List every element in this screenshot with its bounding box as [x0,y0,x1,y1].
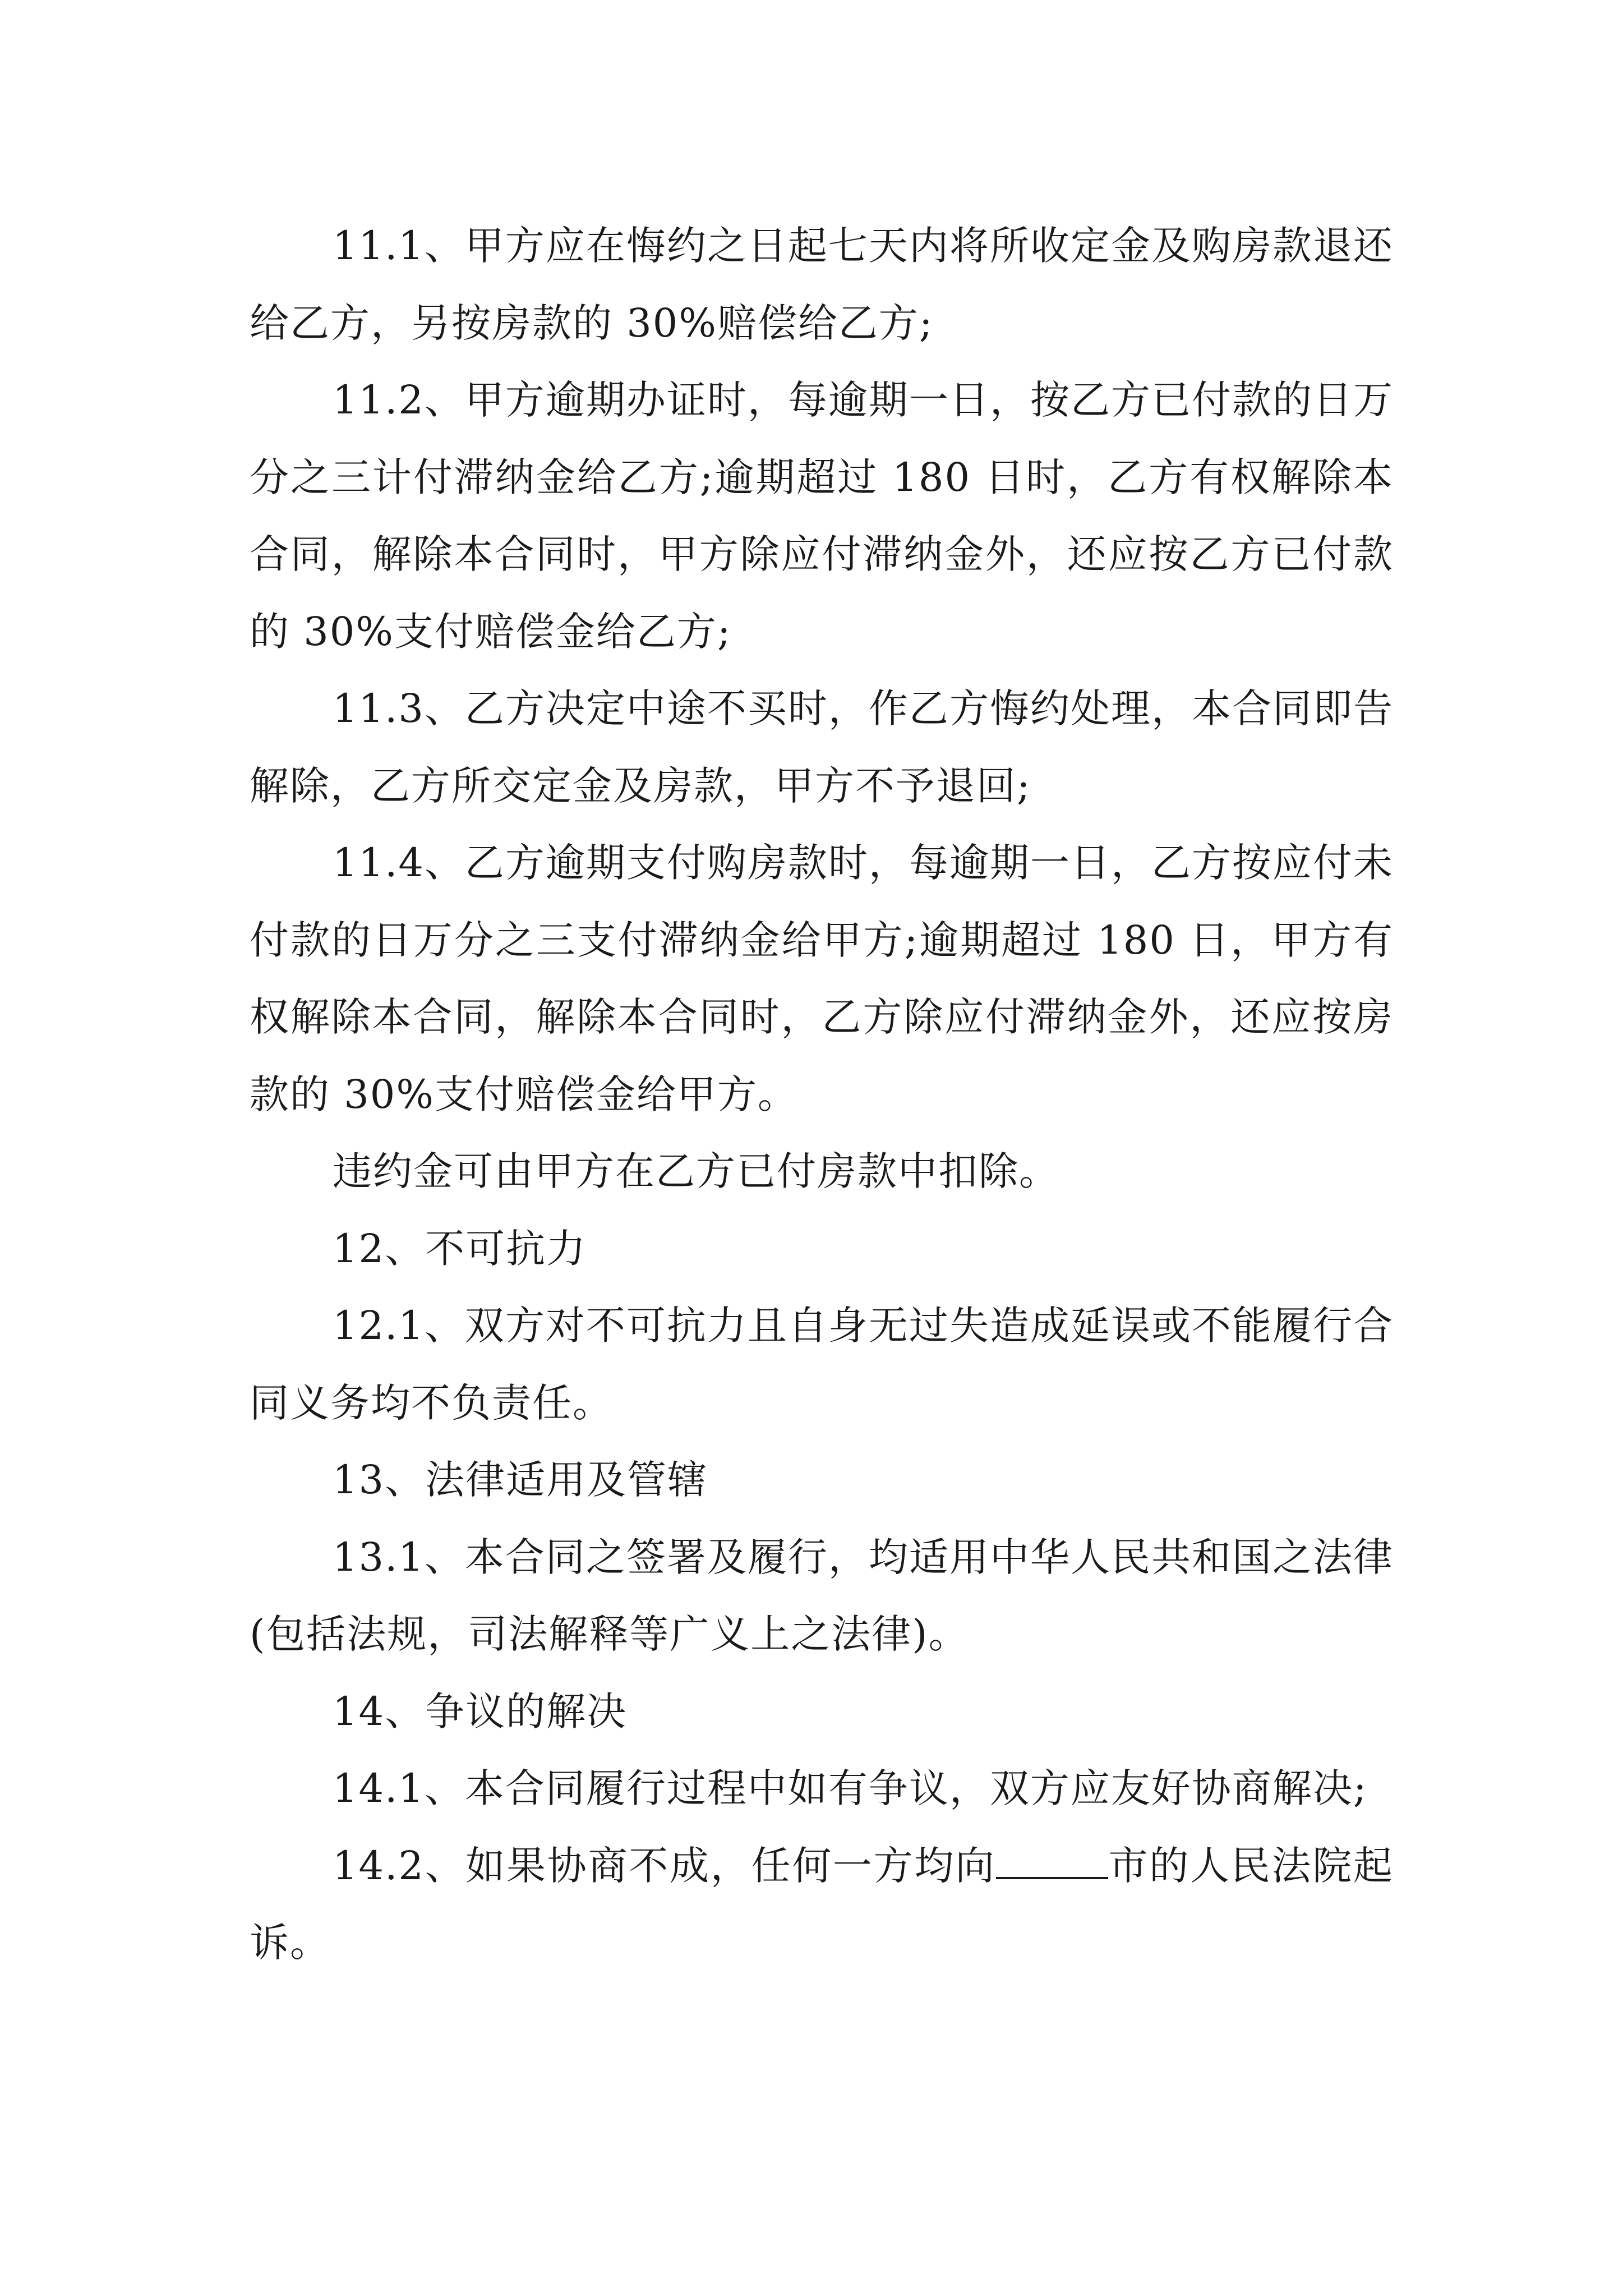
clause-13-1: 13.1、本合同之签署及履行，均适用中华人民共和国之法律(包括法规，司法解释等广义上之法律)。 [250,1534,1394,1657]
clause-11-2: 11.2、甲方逾期办证时，每逾期一日，按乙方已付款的日万分之三计付滞纳金给乙方;逾期超过 180 日时，乙方有权解除本合同，解除本合同时，甲方除应付滞纳金外，还应按乙方已付款的 30%支付赔偿金给乙方; [250,377,1394,655]
clause-14-2-after-blank: 市的人民法院起诉。 [250,1842,1394,1966]
clause-14-1: 14.1、本合同履行过程中如有争议，双方应友好协商解决; [333,1765,1368,1811]
section-13-heading: 13、法律适用及管辖 [333,1457,708,1503]
penalty-deduction-note: 违约金可由甲方在乙方已付房款中扣除。 [333,1148,1059,1194]
clause-11-4: 11.4、乙方逾期支付购房款时，每逾期一日，乙方按应付未付款的日万分之三支付滞纳金给甲方;逾期超过 180 日，甲方有权解除本合同，解除本合同时，乙方除应付滞纳金外，还应按房款的 30%支付赔偿金给甲方。 [250,840,1394,1117]
clause-12-1: 12.1、双方对不可抗力且自身无过失造成延误或不能履行合同义务均不负责任。 [250,1303,1394,1426]
fill-in-blank-city [996,1842,1108,1879]
section-12-heading: 12、不可抗力 [333,1225,587,1272]
clause-14-2-before-blank: 14.2、如果协商不成，任何一方均向 [333,1842,996,1889]
clause-11-1: 11.1、甲方应在悔约之日起七天内将所收定金及购房款退还给乙方，另按房款的 30%赔偿给乙方; [250,223,1394,346]
clause-14-2 [250,1828,1394,1982]
section-14-heading: 14、争议的解决 [333,1688,628,1734]
clause-11-3: 11.3、乙方决定中途不买时，作乙方悔约处理，本合同即告解除，乙方所交定金及房款，甲方不予退回; [250,685,1394,809]
contract-text-body [250,208,1394,1982]
